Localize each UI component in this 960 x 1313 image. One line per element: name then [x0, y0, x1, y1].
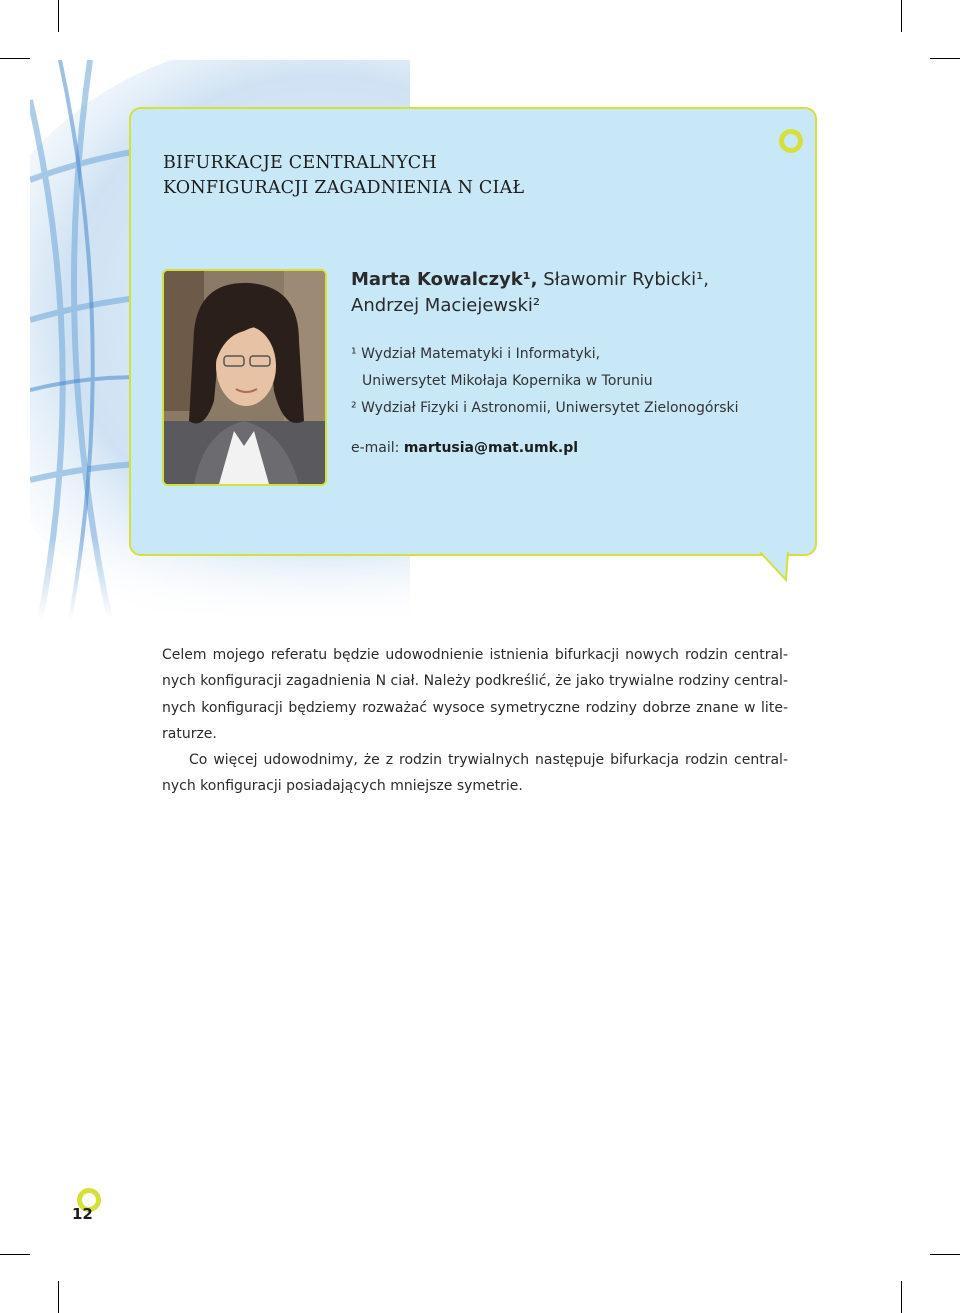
author-info [351, 267, 791, 456]
page-number: 12 [72, 1205, 93, 1223]
crop-mark [930, 58, 960, 59]
portrait-image [164, 271, 325, 484]
abstract [162, 642, 788, 800]
abstract-paragraph: Celem mojego referatu będzie udowodnienie istnienia bifurkacji nowych rodzin centralnych konfiguracji zagadnienia N ciał. Należy podkreślić, że jako trywialne rodziny centralnych konfiguracji będziemy rozważać wysoce symetryczne rodziny dobrze znane w literaturze. [162, 647, 788, 742]
crop-mark [0, 58, 30, 59]
author-photo [162, 269, 327, 486]
co-author: Andrzej Maciejewski² [351, 295, 541, 316]
affiliations [351, 341, 791, 422]
speech-bubble-tail [760, 552, 790, 582]
title-line: BIFURKACJE CENTRALNYCH [163, 153, 437, 173]
crop-mark [58, 1281, 59, 1313]
affiliation-line: Uniwersytet Mikołaja Kopernika w Toruniu [362, 373, 653, 389]
title-line: KONFIGURACJI ZAGADNIENIA N CIAŁ [163, 178, 525, 198]
affiliation-line: ² Wydział Fizyki i Astronomii, Uniwersytet Zielonogórski [351, 400, 739, 416]
email-label: e-mail: [351, 440, 404, 456]
ring-icon [779, 129, 803, 153]
main-author: Marta Kowalczyk¹, [351, 269, 538, 290]
paper-title [163, 151, 524, 201]
affiliation-line: ¹ Wydział Matematyki i Informatyki, [351, 346, 601, 362]
crop-mark [901, 1281, 902, 1313]
crop-mark [58, 0, 59, 32]
abstract-paragraph: Co więcej udowodnimy, że z rodzin trywialnych następuje bifurkacja rodzin centralnych konfiguracji posiadających mniejsze symetrie. [162, 752, 788, 795]
email-line [351, 440, 791, 456]
crop-mark [901, 0, 902, 32]
crop-mark [930, 1254, 960, 1255]
co-author: Sławomir Rybicki¹, [537, 269, 710, 290]
author-card [129, 107, 817, 556]
email-link[interactable]: martusia@mat.umk.pl [403, 440, 579, 456]
crop-mark [0, 1254, 30, 1255]
author-list [351, 267, 791, 319]
